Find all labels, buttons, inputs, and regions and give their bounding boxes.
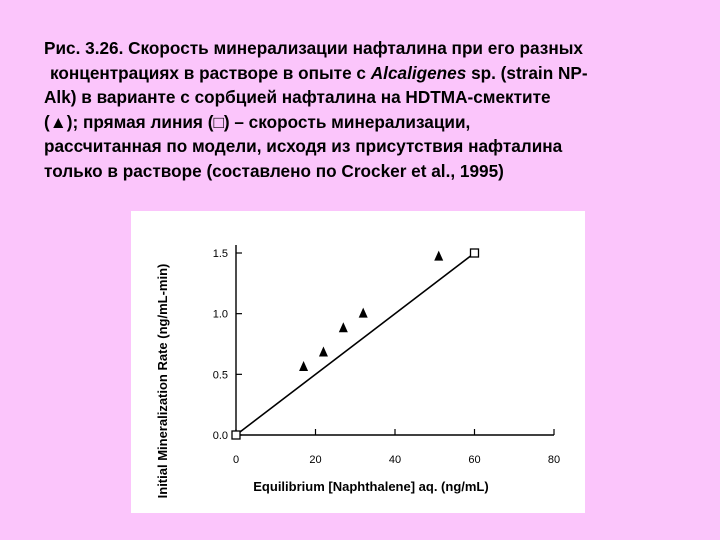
y-tick-label: 0.0 xyxy=(212,430,228,442)
x-tick-label: 40 xyxy=(388,454,402,466)
caption-line-3: Alk) в варианте с сорбцией нафталина на HDTMA-смектите xyxy=(44,87,551,107)
sorbed-data-point xyxy=(319,346,328,356)
model-point xyxy=(471,249,479,257)
ticks-layer xyxy=(213,248,560,466)
chart-panel xyxy=(131,211,585,513)
x-tick-label: 80 xyxy=(547,454,561,466)
model-point xyxy=(232,431,240,439)
x-tick-label: 0 xyxy=(232,454,240,466)
sorbed-data-point xyxy=(299,361,308,371)
sorbed-data-point xyxy=(359,308,368,318)
model-line xyxy=(236,253,475,435)
caption-line-1: Рис. 3.26. Скорость минерализации нафталина при его разных xyxy=(44,38,583,58)
y-axis-title: Initial Mineralization Rate (ng/mL-min) xyxy=(155,263,170,499)
caption-line-2-end: sp. (strain NP- xyxy=(466,62,588,83)
mineralization-rate-chart xyxy=(131,211,585,513)
caption-organism-name: Alcaligenes xyxy=(370,62,467,83)
caption-line-2 xyxy=(44,61,694,86)
caption-line-4: (▲); прямая линия (□) – скорость минерализации, xyxy=(44,111,471,132)
x-tick-label: 20 xyxy=(309,454,322,466)
y-tick-label: 1.5 xyxy=(212,248,228,260)
caption-line-6: только в растворе (составлено по Crocker et al., 1995) xyxy=(44,160,504,181)
caption-line-2-start: концентрациях в растворе в опыте с xyxy=(50,62,371,83)
sorbed-data-point xyxy=(434,251,443,261)
y-tick-label: 0.5 xyxy=(212,369,228,382)
figure-caption xyxy=(44,36,694,183)
x-axis-title: Equilibrium [Naphthalene] aq. (ng/mL) xyxy=(253,479,489,494)
caption-line-5: рассчитанная по модели, исходя из присутствия нафталина xyxy=(44,136,563,156)
x-tick-label: 60 xyxy=(468,454,481,466)
axes-layer xyxy=(236,245,554,435)
series-layer xyxy=(232,249,479,439)
sorbed-data-point xyxy=(339,322,348,332)
y-tick-label: 1.0 xyxy=(212,308,228,321)
